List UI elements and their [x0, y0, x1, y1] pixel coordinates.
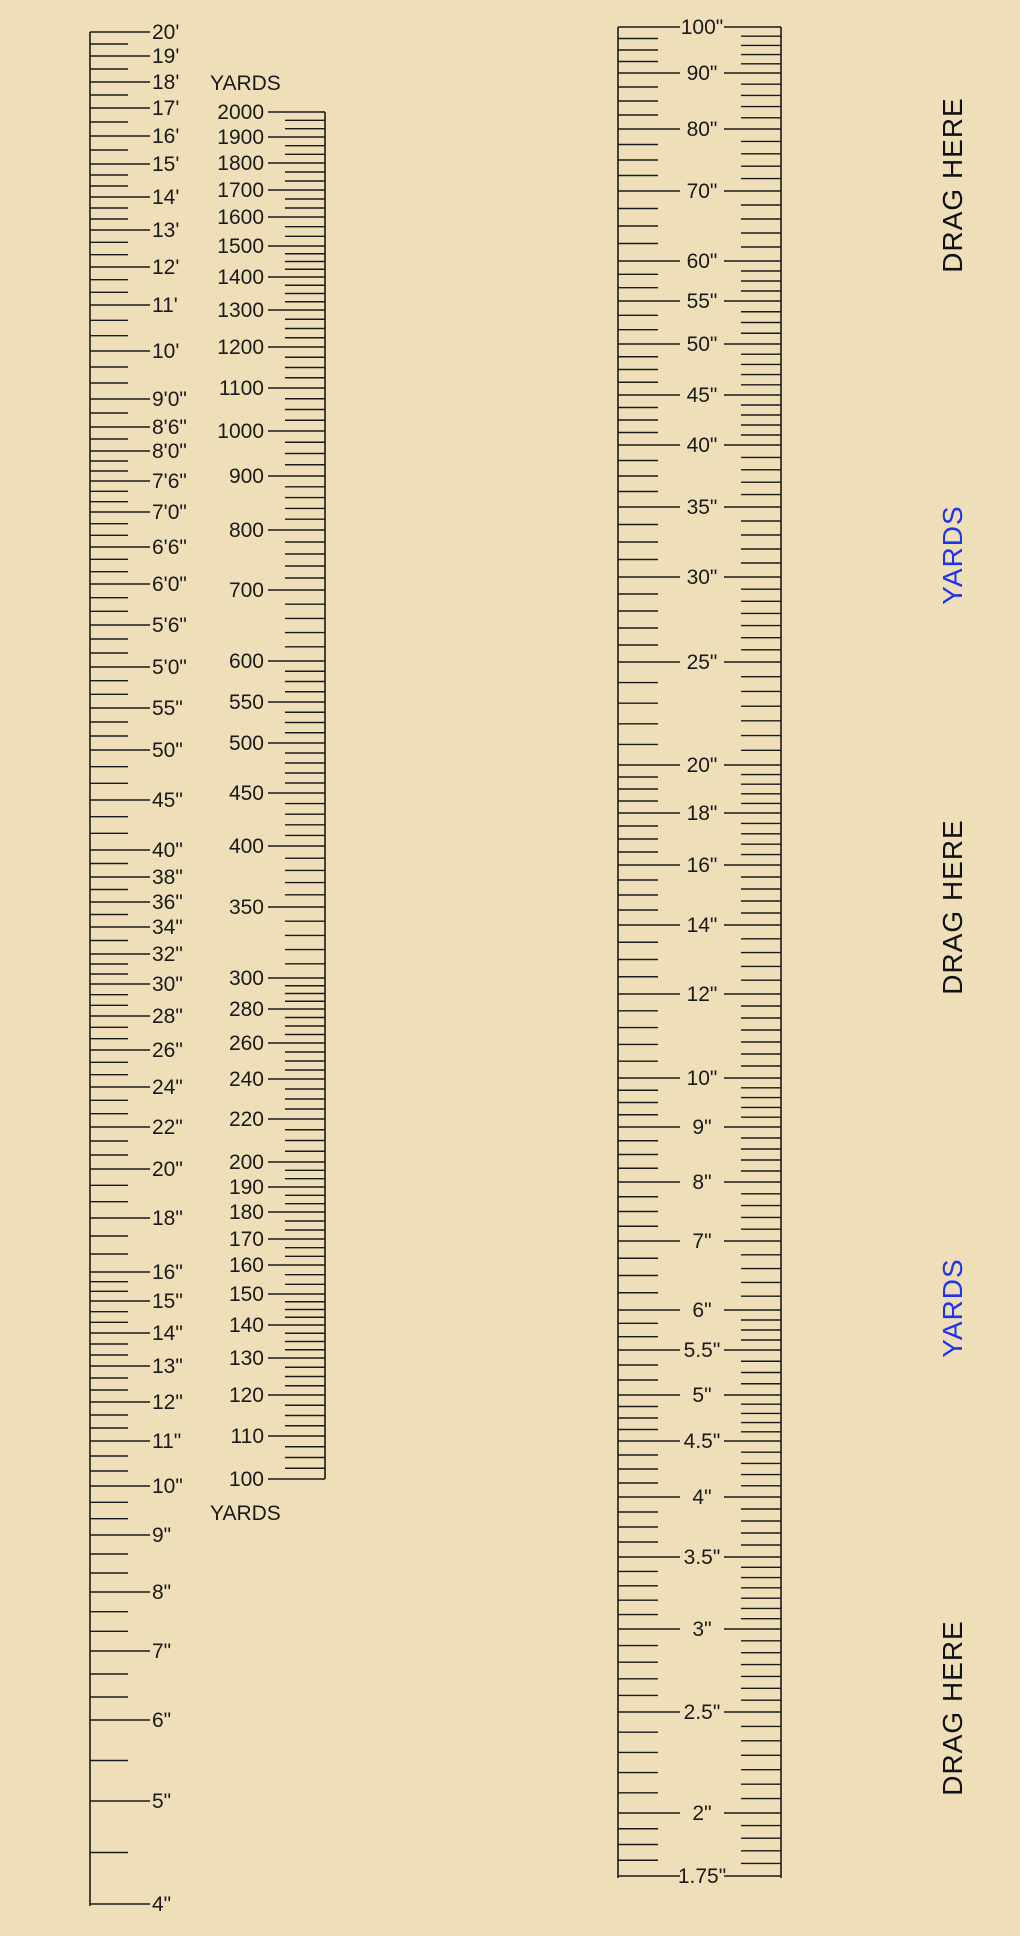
inches-scale-label: 1.75": [677, 1865, 727, 1888]
left-scale-label: 34": [152, 916, 183, 939]
yards-scale-label: 280: [228, 998, 264, 1021]
yards-scale-label: 350: [228, 896, 264, 919]
yards-tab-1[interactable]: YARDS: [937, 505, 968, 605]
left-scale-label: 14": [152, 1322, 183, 1345]
yards-scale-label: 240: [228, 1068, 264, 1091]
left-scale-label: 32": [152, 943, 183, 966]
yards-scale-label: 800: [228, 519, 264, 542]
drag-handle-1[interactable]: DRAG HERE: [937, 97, 968, 273]
left-scale-label: 40": [152, 839, 183, 862]
side-labels: [937, 97, 968, 1795]
yards-scale-label: 500: [228, 732, 264, 755]
yards-scale-label: 1600: [217, 206, 264, 229]
yards-scale-label: 1700: [217, 179, 264, 202]
yards-scale: [210, 72, 325, 1525]
yards-scale-label: 2000: [217, 101, 264, 124]
inches-scale-label: 45": [686, 384, 718, 407]
left-scale-label: 7'6": [152, 470, 187, 493]
inches-scale-label: 10": [686, 1067, 718, 1090]
yards-scale-label: 300: [228, 967, 264, 990]
left-scale-label: 18': [152, 71, 180, 94]
yards-scale-label: 1300: [217, 299, 264, 322]
yards-scale-label: 1800: [217, 152, 264, 175]
inches-scale-label: 30": [686, 566, 718, 589]
inches-scale-label: 50": [686, 333, 718, 356]
left-scale-label: 18": [152, 1207, 183, 1230]
left-scale-label: 6'6": [152, 536, 187, 559]
left-scale-label: 5": [152, 1790, 172, 1813]
left-scale-label: 7'0": [152, 501, 187, 524]
left-scale-label: 16": [152, 1261, 183, 1284]
inches-scale-label: 6": [692, 1299, 712, 1322]
left-scale-label: 13': [152, 219, 180, 242]
yards-scale-label: 1200: [217, 336, 264, 359]
inches-scale-label: 100": [680, 16, 724, 39]
yards-scale-label: 600: [228, 650, 264, 673]
yards-scale-label: 550: [228, 691, 264, 714]
left-scale-label: 10": [152, 1475, 183, 1498]
yards-scale-label: 400: [228, 835, 264, 858]
yards-scale-label: 190: [228, 1176, 264, 1199]
inches-scale-label: 60": [686, 250, 718, 273]
yards-scale-label: 1000: [217, 420, 264, 443]
left-scale-label: 15': [152, 153, 180, 176]
yards-scale-label: 1400: [217, 266, 264, 289]
left-scale-label: 14': [152, 186, 180, 209]
inches-scale-label: 2": [692, 1802, 712, 1825]
yards-scale-label: 220: [228, 1108, 264, 1131]
drag-handle-2[interactable]: DRAG HERE: [937, 819, 968, 995]
left-scale-label: 30": [152, 973, 183, 996]
yards-scale-label: 120: [228, 1384, 264, 1407]
inches-scale-label: 4": [692, 1486, 712, 1509]
left-scale-label: 5'6": [152, 614, 187, 637]
inches-scale-label: 25": [686, 651, 718, 674]
left-scale-label: 11": [152, 1430, 182, 1453]
left-scale-label: 11': [152, 294, 178, 317]
inches-scale-label: 90": [686, 62, 718, 85]
yards-scale-label: 100: [228, 1468, 264, 1491]
inches-scale-label: 8": [692, 1171, 712, 1194]
yards-scale-label: 170: [228, 1228, 264, 1251]
left-scale-label: 4": [152, 1893, 172, 1916]
left-scale-label: 45": [152, 789, 183, 812]
inches-scale-label: 14": [686, 914, 718, 937]
inches-scale-label: 3": [692, 1618, 712, 1641]
left-scale-label: 15": [152, 1290, 183, 1313]
yards-scale-label: 1500: [217, 235, 264, 258]
inches-scale-label: 80": [686, 118, 718, 141]
inches-scale-label: 20": [686, 754, 718, 777]
inches-scale-label: 16": [686, 854, 718, 877]
yards-scale-label: 260: [228, 1032, 264, 1055]
left-scale-label: 20": [152, 1158, 183, 1181]
inches-scale-label: 35": [686, 496, 718, 519]
inches-scale-label: 70": [686, 180, 718, 203]
inches-scale-label: 4.5": [683, 1430, 721, 1453]
yards-scale-label: 900: [228, 465, 264, 488]
inches-scale-label: 55": [686, 290, 718, 313]
left-scale-label: 9": [152, 1524, 172, 1547]
left-scale-label: 28": [152, 1005, 183, 1028]
left-scale-label: 50": [152, 739, 183, 762]
left-scale-label: 19': [152, 45, 180, 68]
left-scale-label: 6'0": [152, 573, 187, 596]
left-scale-label: 12': [152, 256, 180, 279]
yards-scale-label: 450: [228, 782, 264, 805]
yards-scale-label: 140: [228, 1314, 264, 1337]
yards-scale-label: 110: [230, 1425, 264, 1448]
yards-header-top: YARDS: [210, 72, 281, 95]
left-scale-label: 26": [152, 1039, 183, 1062]
yards-scale-label: 1100: [218, 377, 264, 400]
yards-scale-label: 150: [228, 1283, 264, 1306]
yards-scale-label: 160: [228, 1254, 264, 1277]
yards-scale-label: 180: [228, 1201, 264, 1224]
inches-scale-label: 7": [692, 1230, 712, 1253]
yards-scale-label: 700: [228, 579, 264, 602]
yards-header-bottom: YARDS: [210, 1502, 281, 1525]
left-scale-label: 10': [152, 340, 180, 363]
yards-tab-2[interactable]: YARDS: [937, 1258, 968, 1358]
left-scale-label: 13": [152, 1355, 183, 1378]
left-scale-label: 38": [152, 866, 183, 889]
inches-scale: [618, 16, 781, 1888]
inches-scale-label: 2.5": [683, 1701, 721, 1724]
drag-handle-3[interactable]: DRAG HERE: [937, 1620, 968, 1796]
left-scale-label: 20': [152, 21, 180, 44]
left-scale-label: 9'0": [152, 388, 187, 411]
inches-scale-label: 3.5": [683, 1546, 721, 1569]
left-scale-label: 6": [152, 1709, 172, 1732]
left-scale-label: 55": [152, 697, 183, 720]
inches-scale-label: 12": [686, 983, 718, 1006]
left-scale-label: 12": [152, 1391, 183, 1414]
inches-scale-label: 5": [692, 1384, 712, 1407]
yards-scale-label: 130: [228, 1347, 264, 1370]
yards-scale-label: 1900: [217, 126, 264, 149]
left-scale-label: 22": [152, 1116, 183, 1139]
left-scale-label: 24": [152, 1076, 183, 1099]
inches-scale-label: 5.5": [683, 1339, 721, 1362]
left-scale-label: 8'6": [152, 416, 187, 439]
left-scale-label: 8": [152, 1581, 172, 1604]
feet-inches-scale: [90, 21, 187, 1916]
left-scale-label: 5'0": [152, 656, 187, 679]
left-scale-label: 8'0": [152, 440, 187, 463]
inches-scale-label: 40": [686, 434, 718, 457]
yards-scale-label: 200: [228, 1151, 264, 1174]
left-scale-label: 7": [152, 1640, 172, 1663]
inches-scale-label: 18": [686, 802, 718, 825]
left-scale-label: 16': [152, 125, 180, 148]
left-scale-label: 17': [152, 97, 180, 120]
left-scale-label: 36": [152, 891, 183, 914]
inches-scale-label: 9": [692, 1116, 712, 1139]
